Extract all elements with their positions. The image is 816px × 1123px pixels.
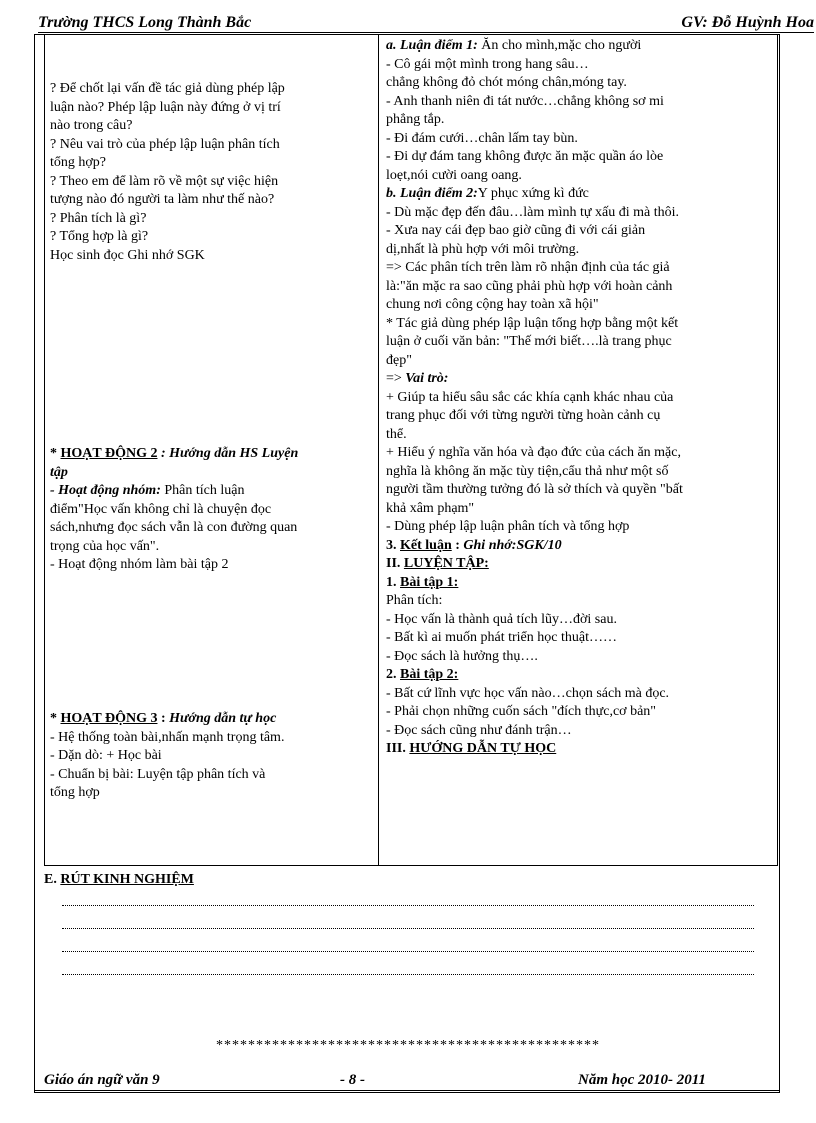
page-number: - 8 - [340,1072,365,1088]
teacher-questions [50,80,372,265]
activity-3 [50,710,372,803]
group-exercise-2: - Hoạt động nhóm làm bài tập 2 [50,557,229,572]
teacher-name: GV: Đỗ Huỳnh Hoa [681,14,814,31]
activity-3-heading: * HOẠT ĐỘNG 3 : Hướng dẫn tự học [50,711,277,726]
school-name: Trường THCS Long Thành Bắc [38,14,252,31]
question-line: tượng nào đó người ta làm như thế nào? [50,192,275,207]
footer-subject: Giáo án ngữ văn 9 [44,1072,160,1088]
question-line: luận nào? Phép lập luận này đứng ở vị trí [50,99,281,115]
activity-3-item: - Hệ thống toàn bài,nhấn mạnh trọng tâm. [50,729,285,745]
question-line: nào trong câu? [50,118,133,133]
column-divider [378,34,379,866]
activity-3-item: - Dặn dò: + Học bài [50,748,162,763]
group-activity: - Hoạt động nhóm: Phân tích luận [50,483,245,498]
exercise-2-heading: 2. Bài tập 2: [386,667,459,682]
lesson-content: a. Luận điểm 1: Ăn cho mình,mặc cho người - Cô gái một mình trong hang sâu… chẳng không đỏ chót móng chân,móng tay. - Anh thanh niên đi tát nước…chẳng không sơ mi phẳng tắp. - Đi đám cưới…chân lấm tay bùn. - Đi dự đám tang không được ăn mặc quần áo lòe loẹt,nói cười oang oang. b. Luận điểm 2:Y phục xứng kì đức - Dù mặc đẹp đến đâu…làm mình tự xấu đi mà thôi. - Xưa nay cái đẹp bao giờ cũng đi với cái giản dị,nhất là phù hợp với môi trường. => Các phân tích trên làm rõ nhận định của tác giả là:"ăn mặc ra sao cũng phải phù hợp với hoàn cảnh chung nơi công cộng hay toàn xã hội" * Tác giả dùng phép lập luận tổng hợp bằng một kết luận ở cuối văn bản: "Thế mới biết….là trang phục đẹp" => Vai trò: + Giúp ta hiểu sâu sắc các khía cạnh khác nhau của trang phục đối với từng người từng hoàn cảnh cụ thể. + Hiểu ý nghĩa văn hóa và đạo đức của cách ăn mặc, nghĩa là không ăn mặc tùy tiện,cẩu thả như một số người tầm thường tưởng đó là sở thích và quyền "bất khả xâm phạm" - Dùng phép lập luận phân tích và tổng hợp 3. Kết luận : Ghi nhớ:SGK/10 II. LUYỆN TẬP: 1. Bài tập 1: Phân tích: - Học vấn là thành quả tích lũy…đời sau. - Bất kì ai muốn phát triển học thuật…… - Đọc sách là hưởng thụ…. 2. Bài tập 2: - Bất cứ lĩnh vực học vấn nào…chọn sách mà đọc. - Phải chọn những cuốn sách "đích thực,cơ bản" - Đọc sách cũng như đánh trận… III. HƯỚNG DẪN TỰ HỌC [386,37,774,759]
header-rule [38,32,814,33]
activity-2-heading: * HOẠT ĐỘNG 2 : Hướng dẫn HS Luyện [50,446,299,461]
role-heading: => Vai trò: [386,371,449,386]
activity-2: * HOẠT ĐỘNG 2 : Hướng dẫn HS Luyện tập - Hoạt động nhóm: Phân tích luận điểm"Học vấn không chỉ là chuyện đọc sách,nhưng đọc sách vẫn là con đường quan trọng của học vấn". - Hoạt động nhóm làm bài tập 2 [50,445,372,575]
blank-line [62,973,754,975]
question-line: ? Phân tích là gì? [50,210,147,226]
conclusion-heading: 3. Kết luận : Ghi nhớ:SGK/10 [386,537,562,553]
practice-heading: II. LUYỆN TẬP: [386,556,489,571]
question-line: tổng hợp? [50,155,107,170]
question-line: ? Tổng hợp là gì? [50,229,149,244]
blank-line [62,927,754,929]
question-line: ? Theo em để làm rõ về một sự việc hiện [50,173,279,189]
exercise-1-heading: 1. Bài tập 1: [386,574,459,590]
activity-3-label: HOẠT ĐỘNG 3 [60,711,158,726]
activity-3-item: - Chuẩn bị bài: Luyện tập phân tích và [50,766,266,782]
blank-line [62,950,754,952]
page-header [38,0,814,30]
school-year: Năm học 2010- 2011 [578,1072,706,1088]
star-separator: ************************************************ [216,1038,600,1053]
experience-section: E. RÚT KINH NGHIỆM [44,872,194,887]
argument-2: b. Luận điểm 2:Y phục xứng kì đức [386,186,589,201]
self-study-heading: III. HƯỚNG DẪN TỰ HỌC [386,741,557,756]
activity-2-label: HOẠT ĐỘNG 2 [60,446,158,461]
question-line: ? Nêu vai trò của phép lập luận phân tích [50,136,280,152]
blank-line [62,904,754,906]
argument-1: a. Luận điểm 1: Ăn cho mình,mặc cho người [386,38,642,53]
instruction-line: Học sinh đọc Ghi nhớ SGK [50,247,205,263]
activity-3-item: tổng hợp [50,785,100,800]
experience-label: RÚT KINH NGHIỆM [60,872,194,887]
question-line: ? Để chốt lại vấn đề tác giả dùng phép lập [50,81,285,96]
footer-rule [34,1090,780,1091]
